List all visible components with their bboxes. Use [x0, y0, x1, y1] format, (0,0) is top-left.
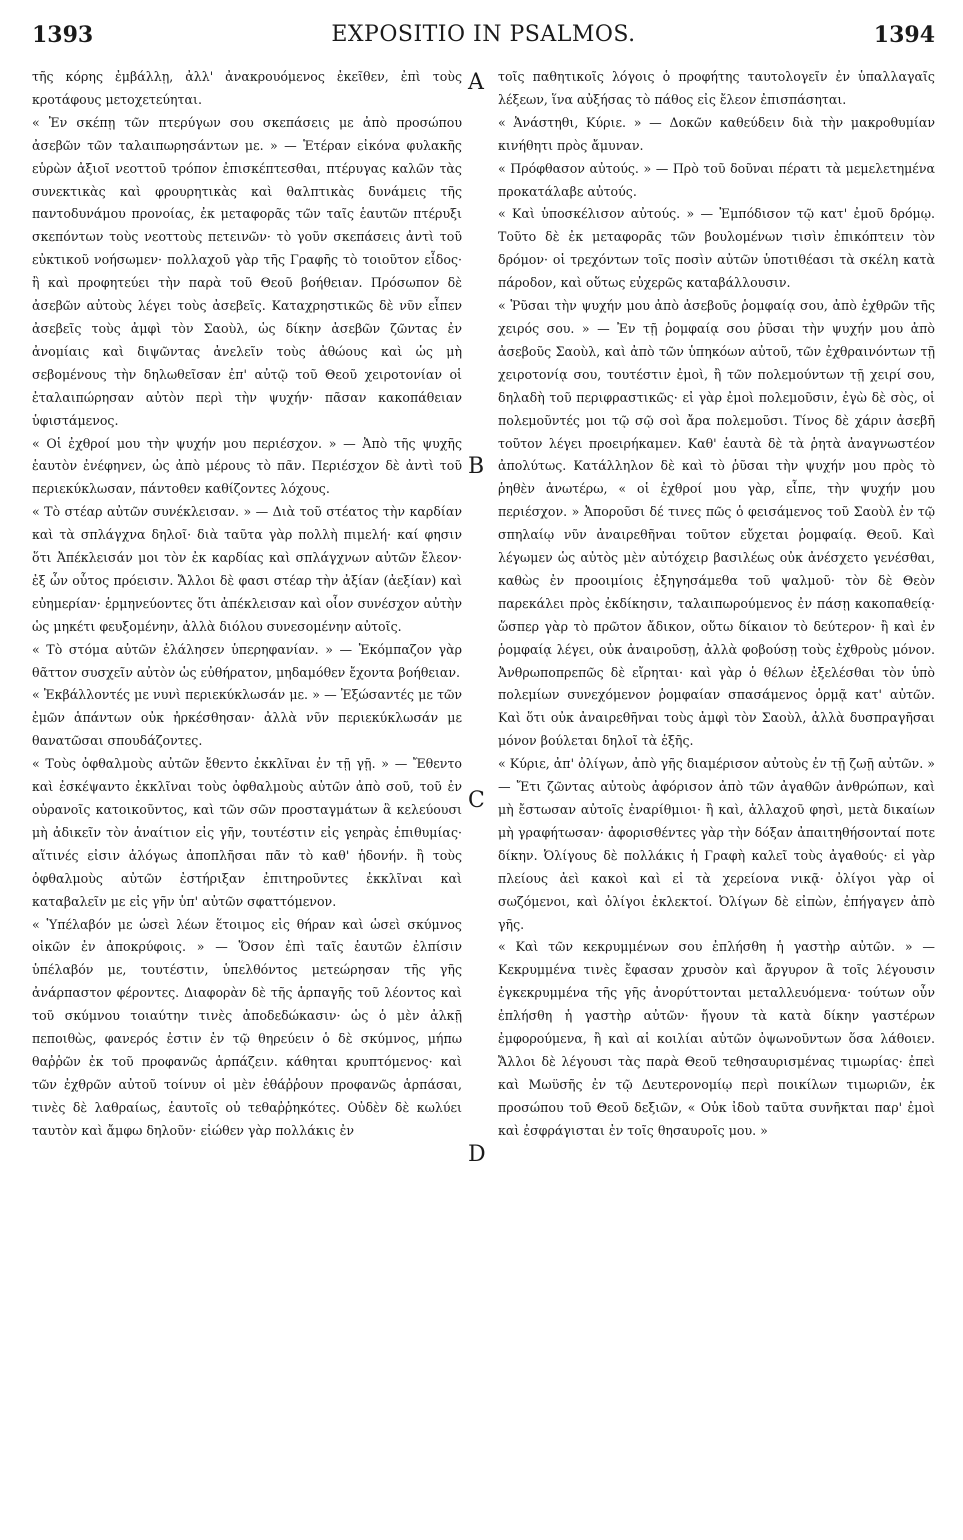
running-title: EXPOSITIO IN PSALMOS. — [331, 22, 636, 47]
margin-marker-d: D — [468, 1142, 486, 1167]
margin-marker-c: C — [468, 788, 485, 813]
paragraph: « Τὸ στόμα αὐτῶν ἐλάλησεν ὑπερηφανίαν. » — Ἐκόμπαζον γὰρ θᾶττον συσχεῖν αὐτὸν ὡς εὐθήρατον, μηδαμόθεν ἔχοντα βοήθειαν. — [32, 641, 462, 680]
paragraph: « Ὑπέλαβόν με ὡσεὶ λέων ἕτοιμος εἰς θήραν καὶ ὡσεὶ σκύμνος οἰκῶν ἐν ἀποκρύφοις. » — Ὅσον ἐπὶ ταῖς ἑαυτῶν ἐλπίσιν ὑπέλαβόν με, τουτέστιν, ὑπελθόντος μετεώρησαν τῆς γῆς ἀνάρπαστον φέροντες. Διαφορὰν δὲ τῆς ἁρπαγῆς τοῦ λέοντος καὶ τοῦ σκύμνου τοιαύτην τινὲς ἀποδεδώκασιν· ὡς ὁ μὲν ἀλκῇ πεποιθὼς, φανερός ἐστιν ἐν τῷ θηρεύειν ὁ δὲ σκύμνος, μήπω θαῤῥῶν ἐκ τοῦ προφανῶς ἁρπάζειν. κάθηται κρυπτόμενος· καὶ τῶν ἐχθρῶν αὐτοῦ τοίνυν οἱ μὲν ἐθάῤῥουν προφανῶς ἁρπάσαι, τινὲς δὲ λαθραίως, ἑαυτοῖς οὐ τεθαῤῥηκότες. Οὐδὲν δὲ κωλύει ταυτὸν καὶ ἄμφω δηλοῦν· εἰώθεν γὰρ πολλάκις ἐν — [32, 916, 462, 1138]
paragraph: « Ἐν σκέπῃ τῶν πτερύγων σου σκεπάσεις με ἀπὸ προσώπου ἀσεβῶν τῶν ταλαιπωρησάντων με. » — Ἑτέραν εἰκόνα φυλακῆς εὑρὼν ἀξιοῖ νεοττοῦ τρόπον ἐπισκέπτεσθαι, πτέρυγας καλῶν τὰς συνεκτικὰς καὶ φρουρητικὰς καὶ θαλπτικὰς δυνάμεις τῆς παντοδυνάμου προνοίας, ἐκ μεταφορᾶς τῶν ταῖς ἑαυτῶν πτέρυξι σκεπόντων τοὺς νεοττοὺς πετεινῶν· τὸ γοῦν σκεπάσεις ἀντὶ τοῦ εὐκτικοῦ νοήσωμεν· πολλαχοῦ γὰρ τῆς Γραφῆς τὸ τοιοῦτον εἶδος· ἢ καὶ προφητεύει τὴν παρὰ τοῦ Θεοῦ βοήθειαν. Πρόσωπον δὲ ἀσεβῶν αὐτοὺς λέγει τοὺς ἀσεβεῖς. Καταχρηστικῶς δὲ νῦν εἶπεν ἀσεβεῖς τοὺς ἀμφὶ τὸν Σαοὺλ, ὡς δίκην ἀσεβῶν ζῶντας ἐν ἀνομίαις καὶ διψῶντας ἀνελεῖν τοὺς ἀθώους καὶ ὡς μὴ σεβομένους τὴν δηλωθεῖσαν ἐπ' αὐτῷ τοῦ Θεοῦ χειροτονίαν οἱ ἐταλαιπώρησαν αὐτὸν περὶ τὴν ψυχήν· πᾶσαν κακοπάθειαν ὑφιστάμενος. — [32, 114, 462, 428]
paragraph: « Ῥῦσαι τὴν ψυχήν μου ἀπὸ ἀσεβοῦς ῥομφαίᾳ σου, ἀπὸ ἐχθρῶν τῆς χειρός σου. » — Ἐν τῇ ῥομφαίᾳ σου ῥῦσαι τὴν ψυχήν μου ἀπὸ ἀσεβοῦς Σαοὺλ, καὶ ἀπὸ τῶν ὑπηκόων αὐτοῦ, τῶν ἐχθραινόντων τῇ χειροτονίᾳ σου, τουτέστιν ἐμοὶ, ἢ τῶν πολεμούντων τῇ χειρί σου, δηλαδὴ τοῦ περιφραστικῶς· εἰ γὰρ ἐμοὶ πολεμοῦσιν, ἐγὼ δὲ σὸς, οἱ πολεμοῦντές μοι τῷ σῷ σοὶ ἄρα πολεμοῦσι. Τίνος δὲ χάριν ἀσεβῆ τοῦτον λέγει προειρήκαμεν. Καθ' ἑαυτὰ δὲ τὰ ῥητὰ ἀναγνωστέον ἀπολύτως. Κατάλληλον δὲ καὶ τὸ ῥῦσαι τὴν ψυχήν μου πρὸς τὸ ῥηθὲν ἀνωτέρω, « οἱ ἐχθροί μου γὰρ, εἶπε, τὴν ψυχήν μου περιέσχον. » Ἀποροῦσι δέ τινες πῶς ὁ φεισάμενος τοῦ Σαοὺλ ἐν τῷ σπηλαίῳ νῦν ἀναιρεθῆναι τοῦτον εὔχεται ῥομφαίᾳ. Θεοῦ. Καὶ λέγωμεν ὡς αὐτὸς μὲν αὐτόχειρ βασιλέως οὐκ ἀνέσχετο γενέσθαι, καθὼς ἐν προοιμίοις ἐξηγησάμεθα τοῦ ψαλμοῦ· τὸν δὲ Θεὸν παρεκάλει πρὸς ἐκδίκησιν, ταλαιπωρούμενος ἐν πάσῃ κακοπαθείᾳ· ὥσπερ γὰρ τὸ πρῶτον ἄδικον, οὕτω δίκαιον τὸ δεύτερον· ἢ καὶ ἐν ῥομφαίᾳ λέγει, οὐκ ἀναιροῦσῃ, ἀλλὰ φοβούσῃ τοὺς ἐχθροὺς μόνον. Ἀνθρωποπρεπῶς δὲ εἴρηται· καὶ γὰρ ὁ θέλων ἐξελέσθαι τὸν ὑπὸ πολεμίων συνεχόμενον ῥομφαίαν σπασάμενος ὁρμᾷ κατ' αὐτῶν. Καὶ ὅτι οὐκ ἀναιρεθῆναι τοὺς ἀμφὶ τὸν Σαοὺλ, ἀλλὰ δυσπραγῆσαι μόνον βούλεται δηλοῖ τὰ ἑξῆς. — [498, 298, 935, 749]
right-column — [498, 66, 935, 1143]
margin-marker-a: A — [468, 70, 484, 95]
paragraph: « Οἱ ἐχθροί μου τὴν ψυχήν μου περιέσχον. » — Ἀπὸ τῆς ψυχῆς ἑαυτὸν ἐνέφηνεν, ὡς ἀπὸ μέρους τὸ πᾶν. Περιέσχον δὲ ἀντὶ τοῦ περιεκύκλωσαν, πάντοθεν καθίζοντες λόχους. — [32, 435, 462, 497]
paragraph: « Ἐκβάλλοντές με νυνὶ περιεκύκλωσάν με. » — Ἐξώσαντές με τῶν ἐμῶν ἁπάντων οὐκ ἠρκέσθησαν· ἀλλὰ νῦν περιεκύκλωσάν με θανατῶσαι σπουδάζοντες. — [32, 687, 462, 749]
paragraph: « Τὸ στέαρ αὐτῶν συνέκλεισαν. » — Διὰ τοῦ στέατος τὴν καρδίαν καὶ τὰ σπλάγχνα δηλοῖ· διὰ ταῦτα γὰρ πολλὴ πιμελή· καί φησιν ὅτι Ἀπέκλεισάν μοι τὸν ἐκ καρδίας καὶ σπλάγχνων αὐτῶν ἔλεον· ἐξ ὧν οὗτος πρόεισιν. Ἄλλοι δὲ φασι στέαρ τὴν ἀξίαν (ἀεξίαν) καὶ εὐημερίαν· ἑρμηνεύοντες ὅτι ἀπέκλεισαν καὶ οἷον συνέσχον αὐτὴν ὡς μηκέτι φευξομένην, ἀλλὰ διόλου συνεσομένην αὐτοῖς. — [32, 504, 462, 634]
page-number-right: 1394 — [873, 22, 935, 48]
paragraph: « Πρόφθασον αὐτούς. » — Πρὸ τοῦ δοῦναι πέρατι τὰ μεμελετημένα προκατάλαβε αὐτούς. — [498, 160, 935, 199]
paragraph: « Ἀνάστηθι, Κύριε. » — Δοκῶν καθεύδειν διὰ τὴν μακροθυμίαν κινήθητι πρὸς ἄμυναν. — [498, 114, 935, 153]
page-header — [32, 22, 935, 52]
left-column — [32, 66, 462, 1143]
page-number-left: 1393 — [32, 22, 94, 48]
margin-marker-b: B — [468, 454, 485, 479]
paragraph: « Κύριε, ἀπ' ὀλίγων, ἀπὸ γῆς διαμέρισον αὐτοὺς ἐν τῇ ζωῇ αὐτῶν. » — Ἔτι ζῶντας αὐτοὺς ἀφόρισον ἀπὸ τῶν ἀγαθῶν ἀνθρώπων, καὶ μὴ ἔστωσαν αὐτοῖς ἐναρίθμιοι· ἢ καὶ, ἀλλαχοῦ φησὶ, μετὰ δικαίων μὴ γραφήτωσαν· ἀφορισθέντες γὰρ τὴν δόξαν ἀπαιτηθήσονταί ποτε δίκην. Ὀλίγους δὲ πολλάκις ἡ Γραφὴ καλεῖ τοὺς ἀγαθούς· εἰ γὰρ πλείους ἀεὶ κακοὶ καὶ εἰ τὰ χερείονα νικᾷ· ὀλίγοι γὰρ οἱ σωζόμενοι, καὶ ὀλίγοι ἐκλεκτοί. Ὀλίγων δὲ εἰπὼν, ἐπήγαγεν ἀπὸ γῆς. — [498, 756, 935, 932]
paragraph: τοῖς παθητικοῖς λόγοις ὁ προφήτης ταυτολογεῖν ἐν ὑπαλλαγαῖς λέξεων, ἵνα αὐξήσας τὸ πάθος εἰς ἔλεον ἐπισπάσηται. — [498, 69, 935, 107]
paragraph: « Καὶ τῶν κεκρυμμένων σου ἐπλήσθη ἡ γαστὴρ αὐτῶν. » — Κεκρυμμένα τινὲς ἔφασαν χρυσὸν καὶ ἄργυρον ἃ τοῖς λέγουσιν ἐγκεκρυμμένα τῆς γῆς ἀνορύττονται μεταλλευόμενα· τούτων οὖν ἐπλήσθη ἡ γαστὴρ αὐτῶν· ἤγουν τὰ κατὰ δίκην γαστέρων ἐμφορούμενα, ἢ καὶ αἱ κοιλίαι αὐτῶν ὀψωνοῦντων ὅσα λάθοιεν. Ἄλλοι δὲ λέγουσι τὰς παρὰ Θεοῦ τεθησαυρισμένας τιμωρίας· ἐπεὶ καὶ Μωϋσῆς ἐν τῷ Δευτερονομίῳ περὶ ποικίλων τιμωριῶν, ἐκ προσώπου τοῦ Θεοῦ δεξιῶν, « Οὐκ ἰδοὺ ταῦτα συνῆκται παρ' ἐμοὶ καὶ ἐσφράγισται ἐν τοῖς θησαυροῖς μου. » — [498, 939, 935, 1138]
paragraph: τῆς κόρης ἐμβάλλῃ, ἀλλ' ἀνακρουόμενος ἐκεῖθεν, ἐπὶ τοὺς κροτάφους μετοχετεύηται. — [32, 69, 462, 107]
paragraph: « Τοὺς ὀφθαλμοὺς αὐτῶν ἔθεντο ἐκκλῖναι ἐν τῇ γῇ. » — Ἔθεντο καὶ ἐσκέψαντο ἐκκλῖναι τοὺς ὀφθαλμοὺς αὐτῶν ἀπὸ σοῦ, τοῦ ἐν οὐρανοῖς κατοικοῦντος, καὶ τῶν σῶν προσταγμάτων ἃ κελεύουσι μὴ ἀδικεῖν τὸν ἀναίτιον εἰς γῆν, τουτέστιν εἰς γεηρὰς ἐπιθυμίας· αἵτινές εἰσιν ἀλόγως ἀποπλῆσαι πᾶν τὸ καθ' ἡδονήν. ἢ τοὺς ὀφθαλμοὺς αὐτῶν ἐστήριξαν ἐπιτηροῦντες ἐκκλῖναι καὶ καταβαλεῖν με εἰς γῆν ὑπ' αὐτῶν σφαττόμενον. — [32, 756, 462, 909]
paragraph: « Καὶ ὑποσκέλισον αὐτούς. » — Ἐμπόδισον τῷ κατ' ἐμοῦ δρόμῳ. Τοῦτο δὲ ἐκ μεταφορᾶς τῶν βουλομένων τισὶν ἐπικόπτειν τὸν δρόμον· οἱ τρεχόντων τοῖς ποσὶν αὐτῶν ὑποτιθέασι τὰ σκέλη κατὰ πάροδον, καὶ οὕτως εὐχερῶς καταβάλλουσιν. — [498, 206, 935, 291]
